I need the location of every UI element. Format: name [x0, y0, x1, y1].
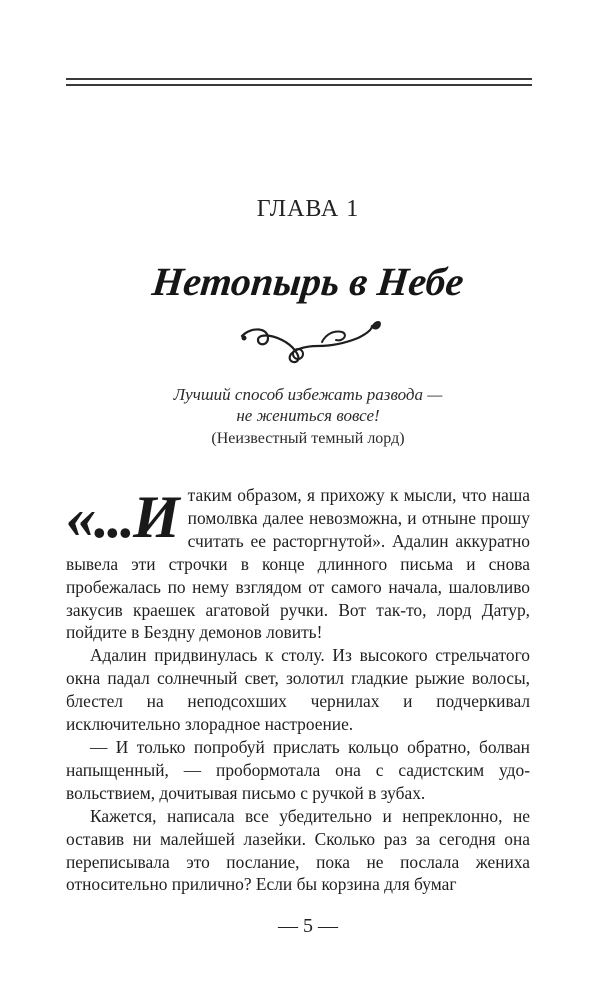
- epigraph-line-2: не жениться вовсе!: [236, 406, 380, 425]
- epigraph-attribution: (Неизвестный темный лорд): [211, 430, 405, 447]
- chapter-label: ГЛАВА 1: [256, 196, 360, 222]
- header-rule-top: [66, 78, 532, 80]
- chapter-title: Нетопырь в Небе: [150, 259, 466, 304]
- flourish-ornament-icon: [238, 316, 384, 364]
- paragraph-4: Кажется, написала все убедительно и непреклонно, не оставив ни малейшей лазейки. Сколько раз за сегодня она переписывала это послание, пока не послала жениха относительно прилично? Если бы корзина для бумаг: [66, 805, 530, 895]
- paragraph-2: Адалин придвинулась к столу. Из высокого стрельчатого окна падал солнечный свет, золотил гладкие рыжие волосы, блестел на неподсохших чернилах и подчеркивал исключительно злорадное настроение.: [66, 645, 530, 735]
- body-text: [66, 484, 530, 896]
- paragraph-1-text: таким образом, я прихожу к мысли, что наша помолвка далее невозможна, и отныне прошу считать ее расторгнутой». Адалин аккуратно вывела эти строчки в конце длинного письма и снова пробежалась по нему взглядом от самого начала, шаловливо закусив краешек агатовой ручки. Вот так-то, лорд Датур, пойдите в Бездну демонов ловить!: [66, 485, 530, 643]
- paragraph-3: — И только попробуй прислать кольцо обратно, болван напыщенный, — пробормотала она с садистским удовольствием, дочитывая письмо с ручкой в зубах.: [66, 736, 530, 803]
- page-number: — 5 —: [278, 915, 338, 937]
- drop-cap: «...И: [66, 484, 178, 550]
- paragraph-1: [66, 484, 530, 644]
- epigraph-line-1: Лучший способ избежать развода —: [173, 385, 443, 404]
- header-rule-bottom: [66, 84, 532, 86]
